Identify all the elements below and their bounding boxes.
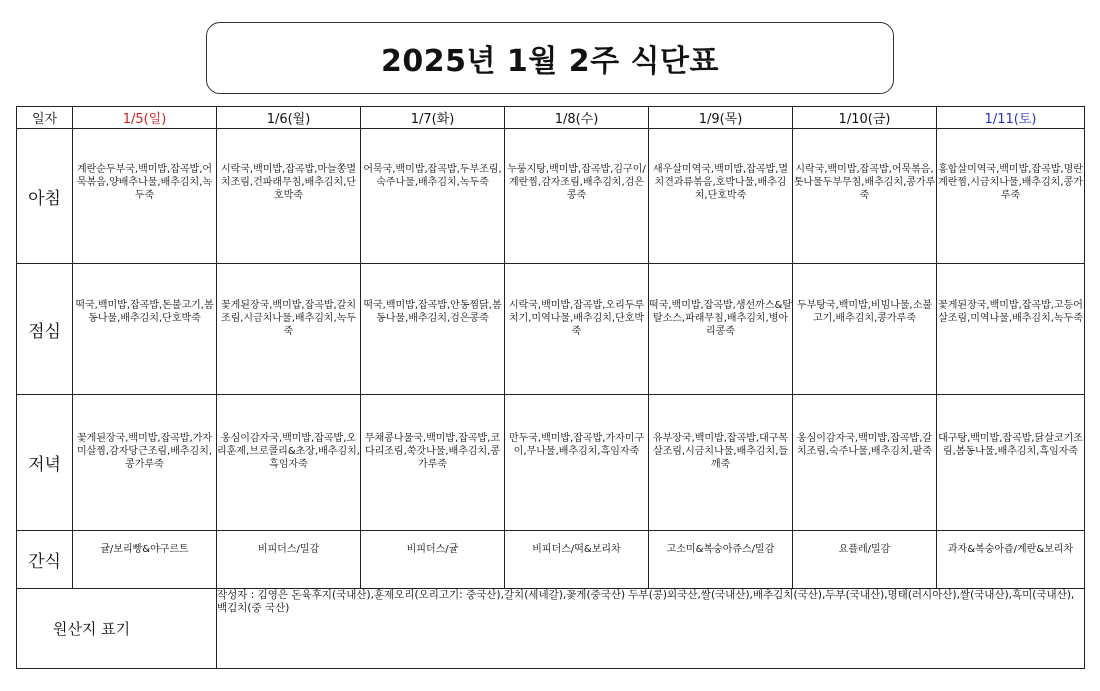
day-header-fri: 1/10(금) bbox=[793, 107, 937, 129]
menu-cell: 비피더스/밀감 bbox=[217, 531, 361, 589]
menu-cell: 요플레/밀감 bbox=[793, 531, 937, 589]
date-header-row bbox=[17, 107, 1085, 129]
origin-text: 작성자 : 김영은 돈육후지(국내산),훈제오리(오리고기: 중국산),갈치(세네갈),꽃게(중국산) 두부(콩)외국산,쌀(국내산),배추김치(국산),두부(국내산),명태(러시아산),쌀(국내산),흑미(국내산),백김치(중 국산) bbox=[217, 589, 1085, 669]
menu-cell: 새우살미역국,백미밥,잡곡밥,멸치견과류볶음,호박나물,배추김치,단호박죽 bbox=[649, 129, 793, 264]
menu-cell: 고소미&복숭아쥬스/밀감 bbox=[649, 531, 793, 589]
menu-cell: 두부탕국,백미밥,비빔나물,소불고기,배추김치,콩가루죽 bbox=[793, 264, 937, 395]
menu-cell: 시락국,백미밥,잡곡밥,오리두루치기,미역나물,배추김치,단호박죽 bbox=[505, 264, 649, 395]
origin-label: 원산지 표기 bbox=[17, 589, 217, 669]
menu-cell: 꽃게된장국,백미밥,잡곡밥,갈치조림,시금치나물,배추김치,녹두죽 bbox=[217, 264, 361, 395]
menu-cell: 과자&복숭아즙/계란&보리차 bbox=[937, 531, 1085, 589]
menu-cell: 계란순두부국,백미밥,잡곡밥,어묵볶음,양배추나물,배추김치,녹두죽 bbox=[73, 129, 217, 264]
menu-cell: 꽃게된장국,백미밥,잡곡밥,고등어살조림,미역나물,배추김치,녹두죽 bbox=[937, 264, 1085, 395]
date-header-label: 일자 bbox=[17, 107, 73, 129]
menu-cell: 옹심이감자국,백미밥,잡곡밥,오리훈제,브로콜리&초장,배추김치,흑임자죽 bbox=[217, 395, 361, 531]
menu-cell: 옹심이감자국,백미밥,잡곡밥,갈치조림,숙주나물,배추김치,팥죽 bbox=[793, 395, 937, 531]
menu-cell: 어묵국,백미밥,잡곡밥,두부조림,숙주나물,배추김치,녹두죽 bbox=[361, 129, 505, 264]
menu-cell: 비피더스/귤 bbox=[361, 531, 505, 589]
meal-label-breakfast: 아침 bbox=[17, 129, 73, 264]
breakfast-row bbox=[17, 129, 1085, 264]
meal-label-snack: 간식 bbox=[17, 531, 73, 589]
day-header-sat: 1/11(토) bbox=[937, 107, 1085, 129]
day-header-thu: 1/9(목) bbox=[649, 107, 793, 129]
day-header-tue: 1/7(화) bbox=[361, 107, 505, 129]
menu-cell: 유부장국,백미밥,잡곡밥,대구목살조림,시금치나물,배추김치,들깨죽 bbox=[649, 395, 793, 531]
menu-cell: 떡국,백미밥,잡곡밥,안동찜닭,봄동나물,배추김치,검은콩죽 bbox=[361, 264, 505, 395]
origin-row bbox=[17, 589, 1085, 669]
menu-cell: 귤/보리빵&야구르트 bbox=[73, 531, 217, 589]
menu-cell: 떡국,백미밥,잡곡밥,생선까스&탈탈소스,파래무침,배추김치,병아리콩죽 bbox=[649, 264, 793, 395]
menu-cell: 대구탕,백미밥,잡곡밥,닭살코기조림,봄동나물,배추김치,흑임자죽 bbox=[937, 395, 1085, 531]
day-header-wed: 1/8(수) bbox=[505, 107, 649, 129]
day-header-sun: 1/5(일) bbox=[73, 107, 217, 129]
page-title: 2025년 1월 2주 식단표 bbox=[381, 44, 719, 79]
menu-cell: 시락국,백미밥,잡곡밥,마늘쫑멸치조림,건파래무침,배추김치,단호박죽 bbox=[217, 129, 361, 264]
menu-cell: 시락국,백미밥,잡곡밥,어묵볶음,톳나물두부무침,배추김치,콩가루죽 bbox=[793, 129, 937, 264]
dinner-row bbox=[17, 395, 1085, 531]
menu-cell: 꽃게된장국,백미밥,잡곡밥,가자미살찜,감자당근조림,배추김치,콩가루죽 bbox=[73, 395, 217, 531]
meal-plan-table bbox=[16, 106, 1085, 669]
menu-cell: 홍합살미역국,백미밥,잡곡밥,명란계란찜,시금치나물,배추김치,콩가루죽 bbox=[937, 129, 1085, 264]
menu-cell: 떡국,백미밥,잡곡밥,돈불고기,봄동나물,배추김치,단호박죽 bbox=[73, 264, 217, 395]
menu-cell: 무채콩나물국,백미밥,잡곡밥,코다리조림,쑥갓나물,배추김치,콩가루죽 bbox=[361, 395, 505, 531]
title-box bbox=[206, 22, 894, 94]
menu-cell: 누룽지탕,백미밥,잡곡밥,김구이/계란찜,감자조림,배추김치,검은콩죽 bbox=[505, 129, 649, 264]
snack-row bbox=[17, 531, 1085, 589]
lunch-row bbox=[17, 264, 1085, 395]
menu-cell: 만두국,백미밥,잡곡밥,가자미구이,무나물,배추김치,흑임자죽 bbox=[505, 395, 649, 531]
menu-cell: 비피더스/떡&보리차 bbox=[505, 531, 649, 589]
day-header-mon: 1/6(월) bbox=[217, 107, 361, 129]
meal-label-dinner: 저녁 bbox=[17, 395, 73, 531]
meal-label-lunch: 점심 bbox=[17, 264, 73, 395]
